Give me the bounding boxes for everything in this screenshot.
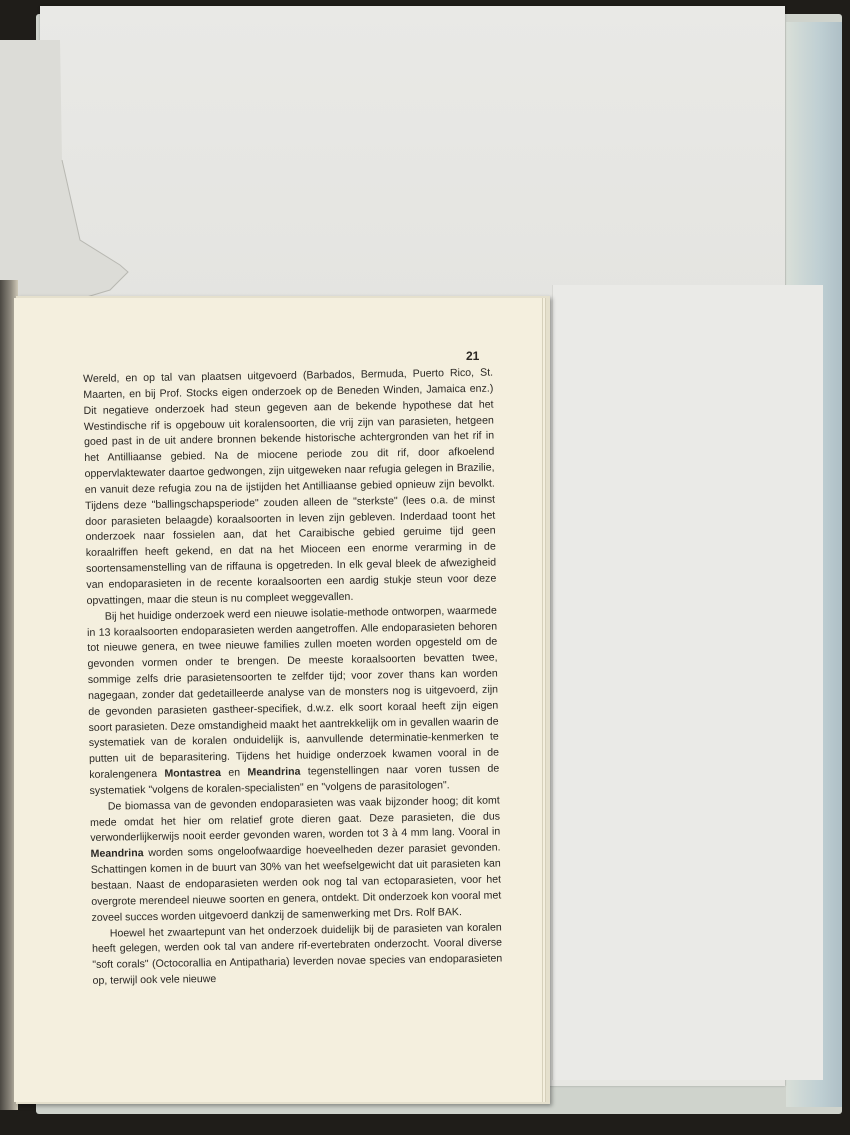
genus-name-bold: Montastrea bbox=[164, 766, 222, 780]
torn-paper-edge bbox=[0, 40, 130, 310]
paragraph-2 bbox=[87, 603, 500, 800]
text-segment: Bij het huidige onderzoek werd een nieuwe isolatie-methode ontworpen, waarmede in 13 koraalsoorten endoparasieten werden aangetroffen. Alle endoparasieten behoren tot nieuwe genera, en twee nieuwe families zullen moeten worden opgesteld om de gevonden vormen onder te brengen. De meeste koraalsoorten bevatten twee, sommige zelfs drie parasietensoorten te zelfder tijd; voor zover thans kan worden nagegaan, zonder dat gedetailleerde analyse van de monsters nog is uitgevoerd, zijn de gevonden parasieten gastheer-specifiek, d.w.z. elk soort koraal heeft zijn eigen soort parasieten. Deze omstandigheid maakt het aantrekkelijk om in gevallen waarin de systematiek van de koralen onduidelijk is, aanvullende determinatie-kenmerken te putten uit de beparasitering. Tijdens het huidige onderzoek kwamen vooral in de koralengenera bbox=[86, 604, 500, 782]
text-segment: De biomassa van de gevonden endoparasieten was vaak bijzonder hoog; dit komt mede omdat het hier om relatief grote dieren gaat. Deze parasieten, die dus verwonderlijkerwijs nooit eerder gevonden waren, worden tot 3 à 4 mm lang. Vooral in bbox=[89, 794, 501, 845]
text-segment: tegenstellingen naar voren tussen de systematiek "volgens de koralen-specialisten" en "volgens de parasitologen". bbox=[89, 762, 500, 797]
paragraph-3 bbox=[90, 793, 502, 926]
paragraph-1 bbox=[83, 366, 497, 610]
paragraph-4 bbox=[92, 920, 503, 990]
text-segment: Hoewel het zwaartepunt van het onderzoek duidelijk bij de parasieten van koralen heeft gelegen, werden ook tal van andere rif-evertebraten onderzocht. Vooral diverse "soft corals" (Octocorallia en Antipatharia) leverden novae species van endoparasieten op, terwijl ook vele nieuwe bbox=[91, 921, 503, 987]
page-number: 21 bbox=[466, 349, 480, 363]
page-text bbox=[83, 366, 503, 990]
tissue-paper-fold bbox=[552, 285, 823, 1080]
text-segment: Wereld, en op tal van plaatsen uitgevoerd (Barbados, Bermuda, Puerto Rico, St. Maarten, en bij Prof. Stocks eigen onderzoek op de Beneden Winden, Jamaica enz.) Dit negatieve onderzoek had steun gegeven aan de bekende hypothese dat het Westindische rif is opgebouw uit koralensoorten, die vrij zijn van parasieten, hetgeen goed past in de uit andere bronnen bekende historische achtergronden van het rif in het Antilliaanse gebied. Na de miocene periode zou dit rif, door afkoelend oppervlaktewater daartoe gedwongen, zijn uitgeweken naar refugia gelegen in Brazilie, en vanuit deze refugia zou na de ijstijden het Antilliaanse gebied opnieuw zijn bevolkt. Tijdens deze "ballingschapsperiode" zouden alleen de "sterkste" (lees o.a. de minst door parasieten belaagde) koraalsoorten in leven zijn gebleven. Inderdaad toont het onderzoek naar fossielen aan, dat het Caraibische gebied geruime tijd geen koraalriffen heeft gekend, en dat na het Mioceen een enorme verarming in de soortensamenstelling van de riffauna is opgetreden. In elk geval bleek de afwezigheid van endoparasieten in de recente koraalsoorten een aardig stukje steun voor deze opvattingen, maar die steun is nu compleet weggevallen. bbox=[83, 366, 497, 607]
genus-name-bold: Meandrina bbox=[247, 765, 301, 779]
genus-name-bold: Meandrina bbox=[90, 847, 144, 861]
text-segment: worden soms ongeloofwaardige hoeveelheden dezer parasiet gevonden. Schattingen komen in de buurt van 30% van het weefselgewicht dat uit parasieten kan bestaan. Naast de endoparasieten werden ook nog tal van ectoparasieten, voor het overgrote merendeel nieuwe soorten en genera, ontdekt. Dit onderzoek kon vooral met zoveel succes worden uitgevoerd dankzij de samenwerking met Drs. Rolf BAK. bbox=[90, 841, 502, 924]
text-segment: en bbox=[220, 766, 248, 779]
